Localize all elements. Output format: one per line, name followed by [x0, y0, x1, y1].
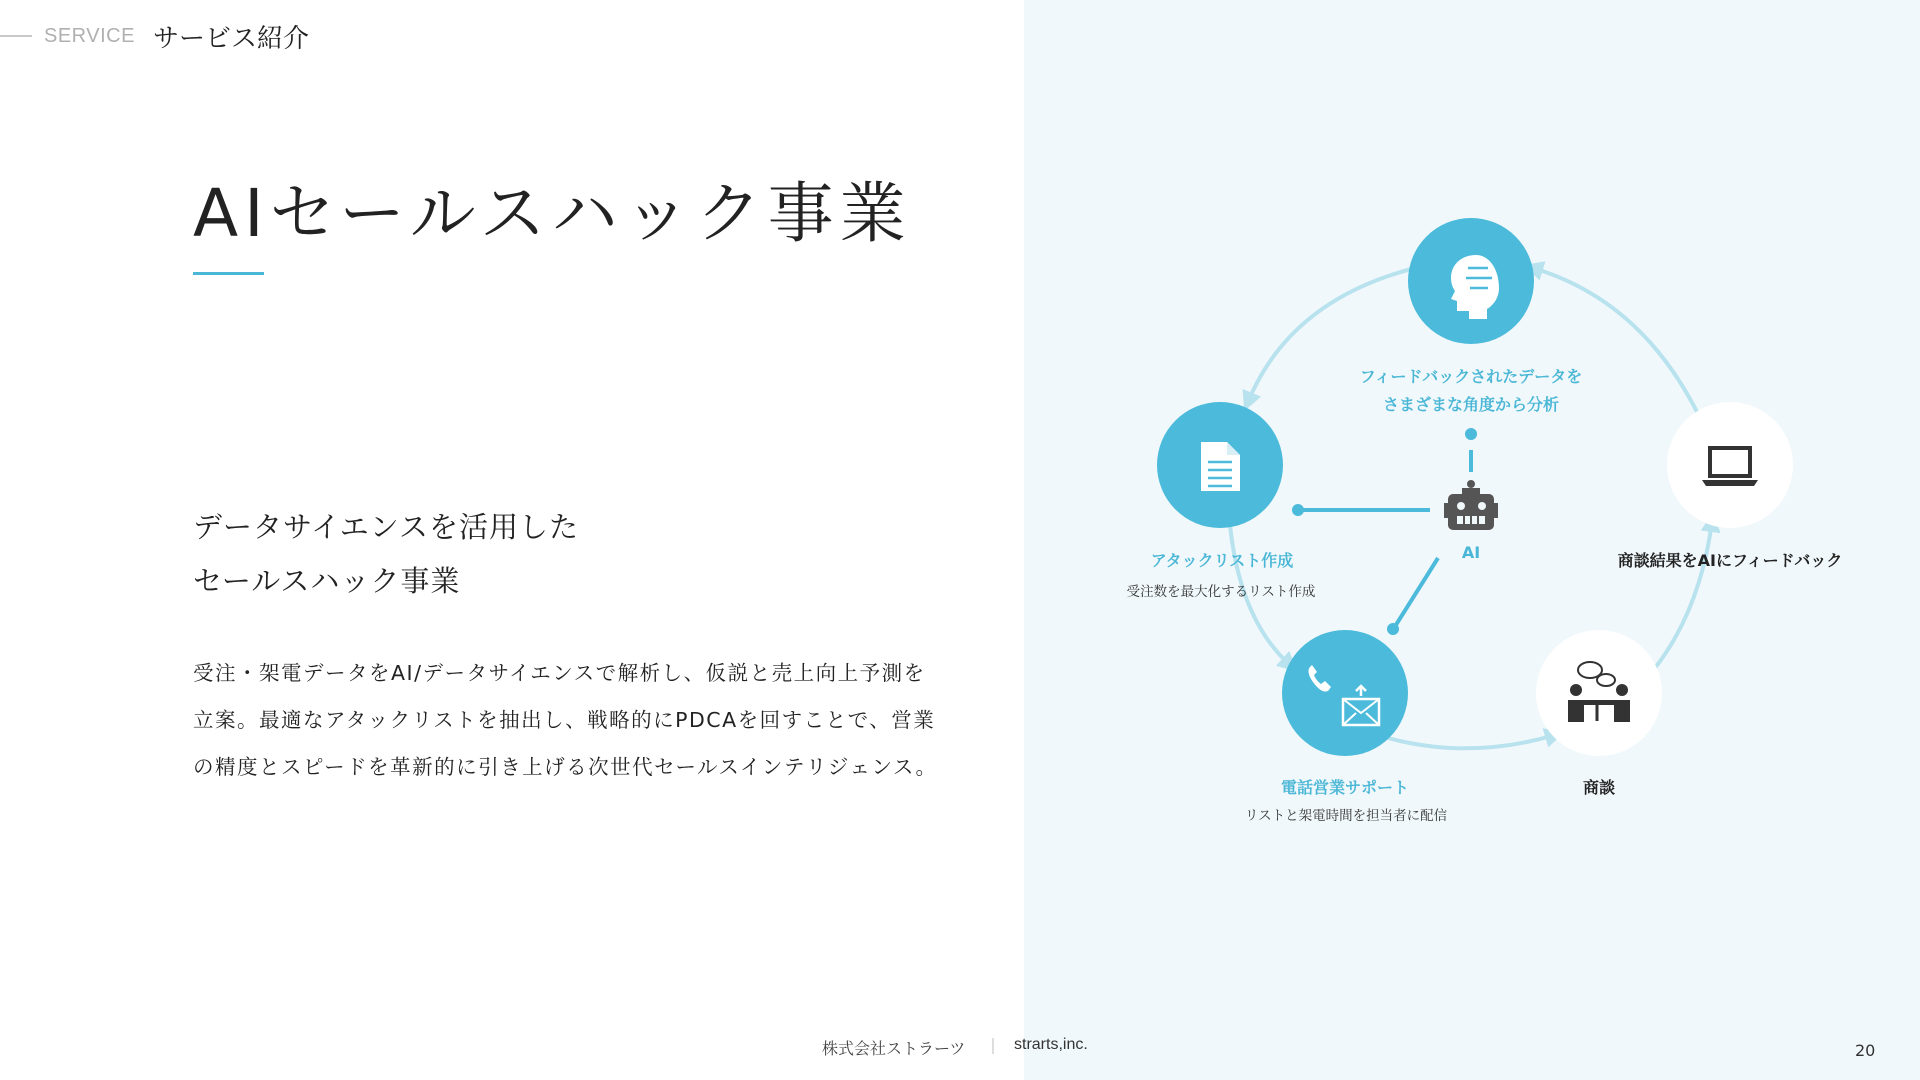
meeting-title: 商談 — [1582, 778, 1616, 797]
phone-support-desc: リストと架電時間を担当者に配信 — [1244, 808, 1448, 824]
footer-company-en: strarts,inc. — [1014, 1036, 1088, 1053]
footer-company: 株式会社ストラーツ — [822, 1039, 966, 1058]
section-label-en: SERVICE — [44, 24, 135, 47]
analysis-label-line-1: フィードバックされたデータを — [1359, 367, 1583, 386]
ai-label: AI — [1461, 543, 1481, 562]
subheading-line-1: データサイエンスを活用した — [193, 510, 579, 544]
page-title: AIセールスハック事業 — [193, 175, 912, 252]
arrow-meeting-to-laptop — [1655, 522, 1712, 668]
analysis-label-line-2: さまざまな角度から分析 — [1382, 395, 1560, 414]
section-label-ja: サービス紹介 — [152, 23, 309, 54]
attack-list-desc: 受注数を最大化するリスト作成 — [1126, 584, 1316, 600]
ai-connectors — [1292, 428, 1477, 635]
body-line-3: の精度とスピードを革新的に引き上げる次世代セールスインテリジェンス。 — [193, 755, 938, 779]
node-meeting — [1536, 630, 1662, 756]
document-icon — [1201, 442, 1240, 491]
subheading-line-2: セールスハック事業 — [193, 564, 461, 598]
node-phone-support — [1282, 630, 1408, 756]
feedback-title: 商談結果をAIにフィードバック — [1617, 551, 1843, 570]
node-feedback — [1667, 402, 1793, 528]
robot-icon — [1444, 480, 1498, 530]
node-attack-list — [1157, 402, 1283, 528]
arrow-phone-to-meeting — [1388, 735, 1555, 748]
node-analysis — [1408, 218, 1534, 344]
footer-separator: ｜ — [985, 1037, 1002, 1056]
body-line-2: 立案。最適なアタックリストを抽出し、戦略的にPDCAを回すことで、営業 — [193, 708, 936, 732]
body-line-1: 受注・架電データをAI/データサイエンスで解析し、仮説と売上向上予測を — [193, 661, 926, 685]
phone-support-title: 電話営業サポート — [1280, 778, 1410, 797]
arrow-laptop-to-brain — [1533, 268, 1697, 412]
attack-list-title: アタックリスト作成 — [1150, 551, 1294, 570]
page-number: 20 — [1855, 1041, 1876, 1060]
